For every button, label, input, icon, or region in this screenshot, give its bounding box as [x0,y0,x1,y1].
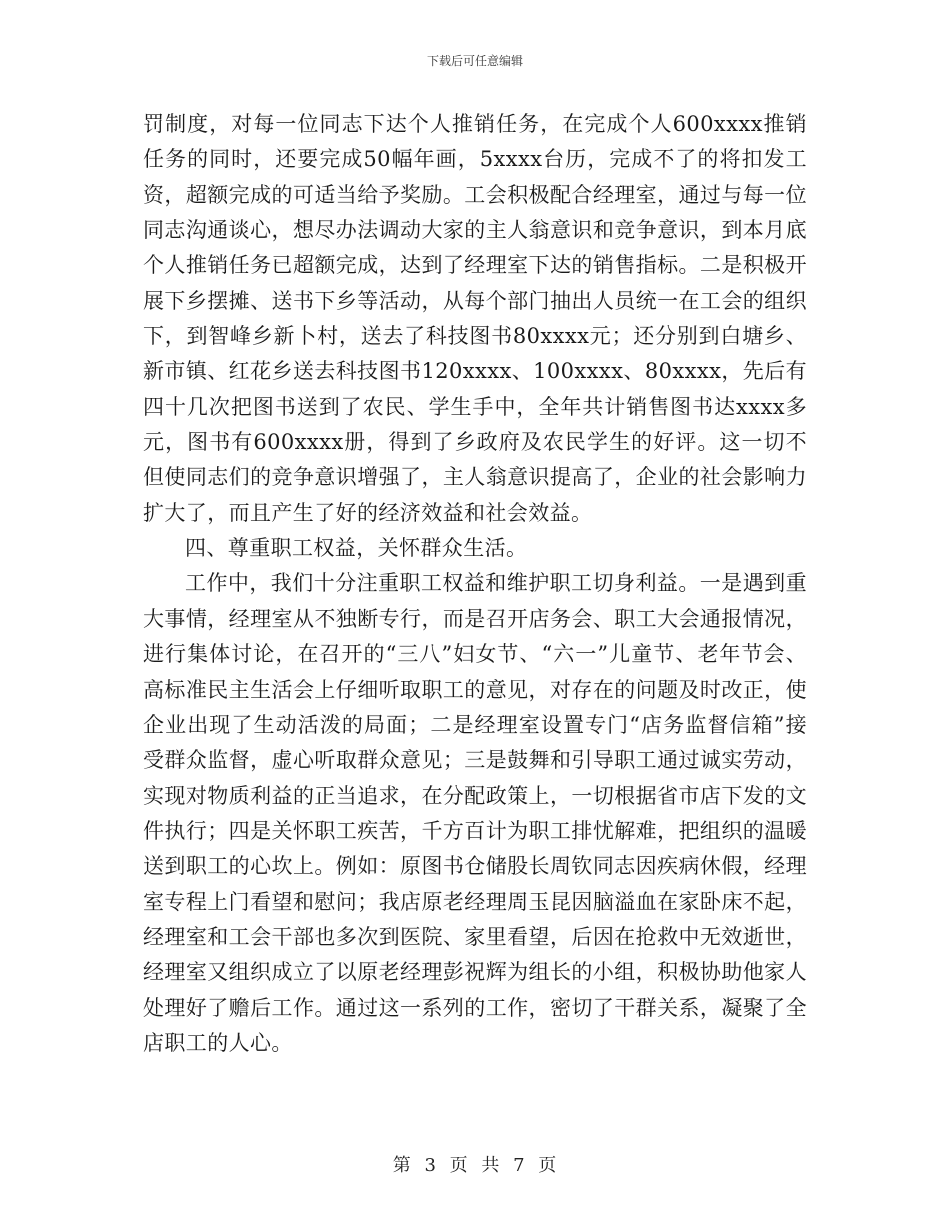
page-header-note: 下载后可任意编辑 [426,54,523,68]
document-body [143,107,807,1061]
paragraph-workers-rights: 工作中，我们十分注重职工权益和维护职工切身利益。一是遇到重大事情，经理室从不独断专行，而是召开店务会、职工大会通报情况，进行集体讨论，在召开的“三八”妇女节、“六一”儿童节、老年节会、高标准民主生活会上仔细听取职工的意见，对存在的问题及时改正，使企业出现了生动活泼的局面；二是经理室设置专门“店务监督信箱”接受群众监督，虚心听取群众意见；三是鼓舞和引导职工通过诚实劳动，实现对物质利益的正当追求，在分配政策上，一切根据省市店下发的文件执行；四是关怀职工疾苦，千方百计为职工排忧解难，把组织的温暖送到职工的心坎上。例如：原图书仓储股长周钦同志因疾病休假，经理室专程上门看望和慰问；我店原老经理周玉昆因脑溢血在家卧床不起，经理室和工会干部也多次到医院、家里看望，后因在抢救中无效逝世，经理室又组织成立了以原老经理彭祝辉为组长的小组，积极协助他家人处理好了赡后工作。通过这一系列的工作，密切了干群关系，凝聚了全店职工的人心。 [143,571,807,1055]
section-heading: 四、尊重职工权益，关怀群众生活。 [185,536,528,561]
paragraph-continued: 罚制度，对每一位同志下达个人推销任务，在完成个人600xxxx推销任务的同时，还要完成50幅年画，5xxxx台历，完成不了的将扣发工资，超额完成的可适当给予奖励。工会积极配合经理室，通过与每一位同志沟通谈心，想尽办法调动大家的主人翁意识和竞争意识，到本月底个人推销任务已超额完成，达到了经理室下达的销售指标。二是积极开展下乡摆摊、送书下乡等活动，从每个部门抽出人员统一在工会的组织下，到智峰乡新卜村，送去了科技图书80xxxx元；还分别到白塘乡、新市镇、红花乡送去科技图书120xxxx、100xxxx、80xxxx，先后有四十几次把图书送到了农民、学生手中，全年共计销售图书达xxxx多元，图书有600xxxx册，得到了乡政府及农民学生的好评。这一切不但使同志们的竞争意识增强了，主人翁意识提高了，企业的社会影响力扩大了，而且产生了好的经济效益和社会效益。 [143,112,807,525]
page-number: 第 3 页 共 7 页 [392,1155,558,1176]
